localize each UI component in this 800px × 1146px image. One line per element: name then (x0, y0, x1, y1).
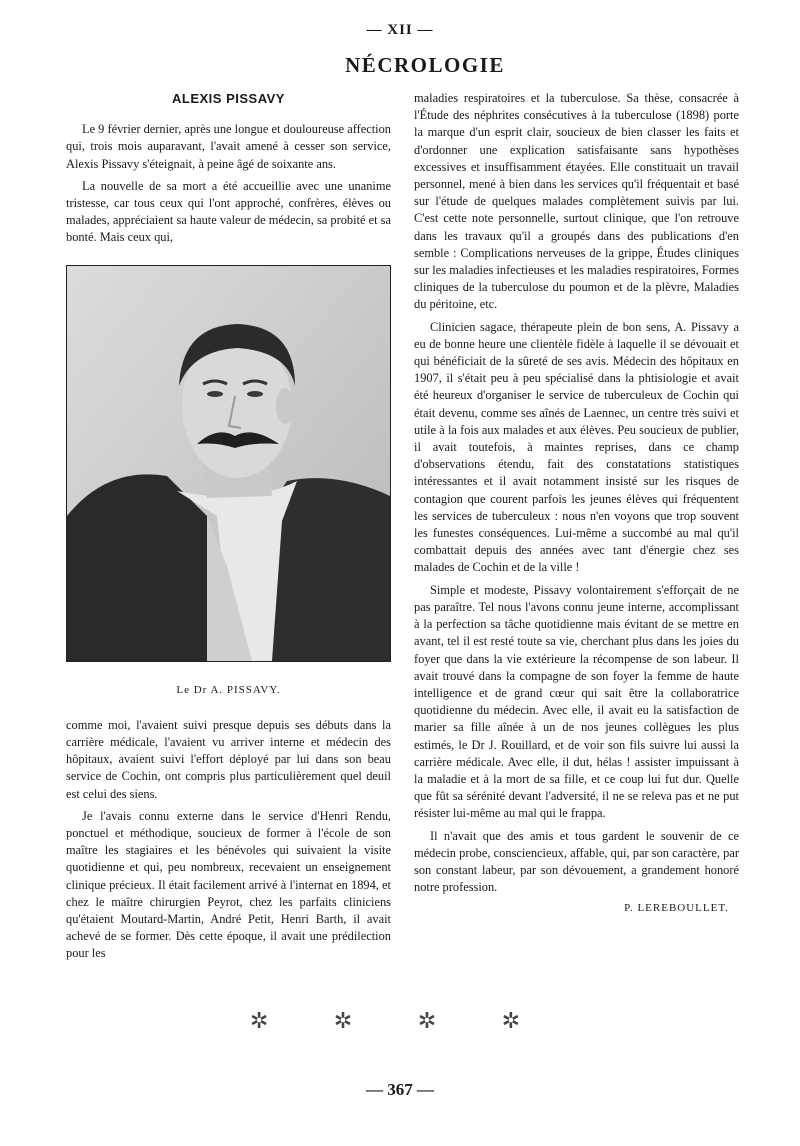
article-title: ALEXIS PISSAVY (172, 91, 285, 106)
page-number: — 367 — (366, 1080, 434, 1099)
paragraph: comme moi, l'avaient suivi presque depuis ses débuts dans la carrière médicale, l'avaient vu arriver interne et médecin des hôpitaux, avaient suivi l'effort déployé par lui dans son beau service de Cochin, ont compris plus particulièrement quel deuil est celui des siens. (66, 717, 391, 801)
paragraph: Il n'avait que des amis et tous gardent le souvenir de ce médecin probe, consciencieux, affable, qui, par son caractère, par son constant labeur, par son dévouement, a grandement honoré notre profession. (414, 828, 739, 895)
paragraph: Simple et modeste, Pissavy volontairement s'efforçait de ne pas paraître. Tel nous l'avons connu jeune interne, accomplissant à la perfection sa tâche quotidienne mais évitant de se mettre en avant, tel il est resté toute sa vie, cherchant plus dans les joies du foyer que dans la vie extérieure la récompense de son labeur. Il avait trouvé dans la compagne de son foyer la femme de haute intelligence et de grand cœur qui sait être la collaboratrice quotidienne du médecin. Avec elle, il avait eu la satisfaction de marier sa fille aînée à un de nos jeunes collègues les plus estimés, le Dr J. Rouillard, et de voir son fils suivre lui aussi la carrière médicale. Avec elle, il dut, hélas ! assister impuissant à la maladie et à la mort de sa fille, et ce coup lui fut dur. Quelle que fût sa sérénité devant l'adversité, il ne se releva pas et ne put résister lui-même au mal qui le frappa. (414, 582, 739, 821)
left-column (66, 90, 391, 963)
right-column (414, 90, 739, 918)
photo-caption: Le Dr A. PISSAVY. (176, 683, 281, 696)
paragraph: La nouvelle de sa mort a été accueillie avec une unanime tristesse, car tous ceux qui l'ont approché, confrères, élèves ou malades, appréciaient sa haute valeur de médecin, sa probité et sa bonté. Mais ceux qui, (66, 178, 391, 245)
ornament-stars: ✲ ✲ ✲ ✲ (249, 1008, 551, 1033)
paragraph: Le 9 février dernier, après une longue et douloureuse affection qui, trois mois auparavant, l'avait amené à cesser son service, Alexis Pissavy s'éteignait, à peine âgé de soixante ans. (66, 122, 391, 171)
section-title: NÉCROLOGIE (345, 53, 505, 77)
paragraph: Clinicien sagace, thérapeute plein de bon sens, A. Pissavy a eu de bonne heure une clientèle fidèle à laquelle il se dévouait et qui bénéficiait de la sûreté de ses avis. Médecin des hôpitaux en 1907, il s'était peu à peu spécialisé dans la phtisiologie et avait été heureux d'organiser le service de tuberculeux de Cochin qui était devenu, comme ses aînés de Laennec, un centre très suivi et utile à la fois aux malades et aux élèves. Peu soucieux de publier, il avait toutefois, à maintes reprises, dans ce champ d'observations étendu, fait des constatations statistiques intéressantes et il avait notamment insisté sur les risques de contagion que courent parfois les jeunes élèves qui fréquentent les services de tuberculeux : nous n'en voyons que trop souvent les funestes conséquences. Lui-même a succombé au mal qu'il combattait depuis des années avec tant d'énergie chez ses malades de Cochin et de la ville ! (414, 319, 739, 575)
author-signature: P. LEREBOULLET. (624, 902, 729, 915)
portrait-illustration (67, 266, 390, 661)
portrait-photo (66, 265, 391, 662)
running-header: — XII — (366, 22, 434, 38)
paragraph: Je l'avais connu externe dans le service d'Henri Rendu, ponctuel et méthodique, soucieux de former à l'école de son maître les stagiaires et les bénévoles qui suivaient la visite quotidienne et qui, peu nombreux, recevaient un enseignement clinique précieux. Il était facilement arrivé à l'internat en 1894, et chez le maître chirurgien Peyrot, chez les parfaits cliniciens qu'étaient Moutard-Martin, André Petit, Henri Barth, il avait achevé de se former. Dès cette époque, il avait une prédilection pour les (66, 808, 391, 961)
paragraph: maladies respiratoires et la tuberculose. Sa thèse, consacrée à l'Étude des néphrites consécutives à la tuberculose (1898) porte la marque d'un esprit clair, soucieux de bien classer les faits et d'ordonner une explication satisfaisante sans hypothèses excessives et insuffisamment étayées. Elle constituait un travail personnel, mené à bien dans les services qu'il fréquentait et basé sur l'étude de quelques malades complètement suivis par lui. C'est cette note personnelle, surtout clinique, que l'on retrouve dans les travaux qu'il a groupés dans des publications d'en semble : Complications nerveuses de la grippe, Études cliniques sur les maladies infectieuses et les maladies respiratoires, Formes cliniques de la tuberculose du poumon et de la plèvre, Maladies du péritoine, etc. (414, 91, 739, 312)
